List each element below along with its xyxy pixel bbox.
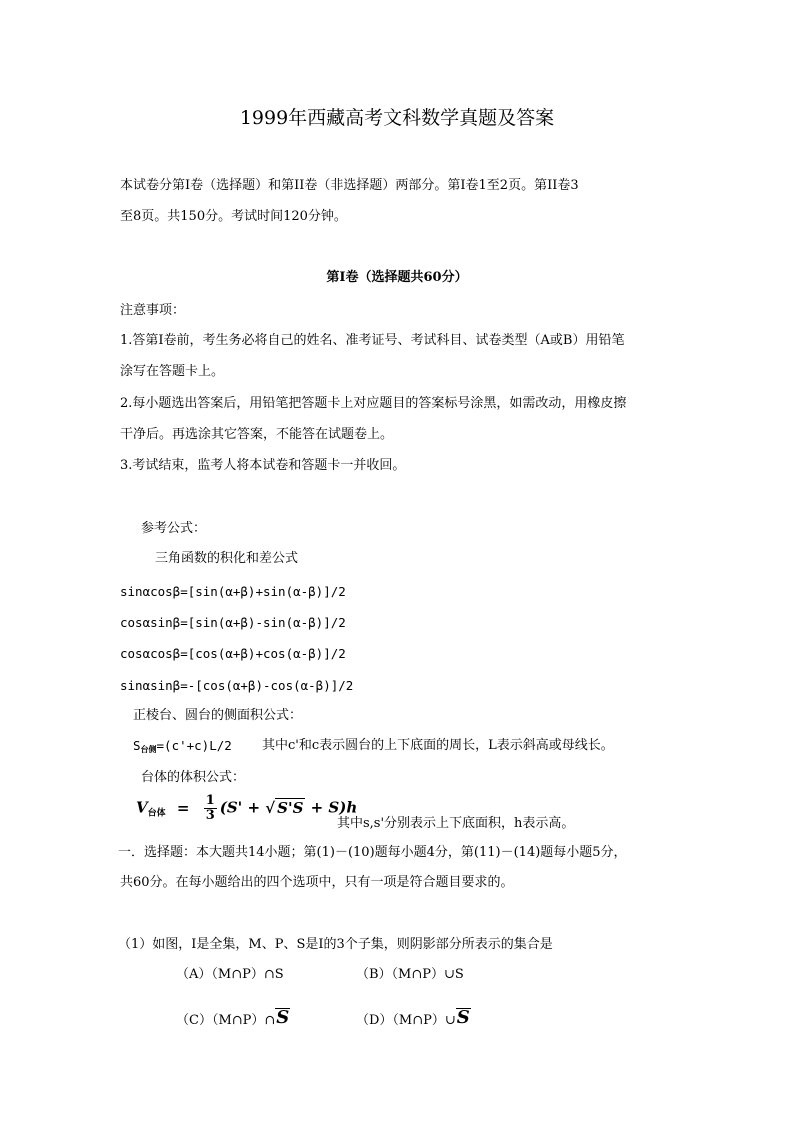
notes-item-1-line-1: 1.答第Ⅰ卷前，考生务必将自己的姓名、准考证号、考试科目、试卷类型（A或B）用铅笔 (120, 333, 625, 348)
trig-formula-1: sinαcosβ=[sin(α+β)+sin(α-β)]/2 (120, 584, 346, 599)
question-1-option-d (356, 1008, 471, 1029)
intro-line-2: 至8页。共150分。考试时间120分钟。 (120, 209, 347, 224)
volume-symbol: V (136, 798, 148, 817)
volume-fraction (204, 794, 217, 823)
lateral-formula (133, 738, 232, 757)
trig-heading: 三角函数的积化和差公式 (155, 551, 299, 566)
volume-subscript: 台体 (147, 808, 166, 819)
trig-formula-3: cosαcosβ=[cos(α+β)+cos(α-β)]/2 (120, 646, 346, 661)
s-complement-symbol-d: S (456, 1007, 470, 1028)
lateral-symbol: S (133, 738, 141, 753)
option-d-prefix: （D）（M∩P）∪ (356, 1013, 456, 1028)
question-1-option-a: （A）（M∩P）∩S (176, 967, 284, 982)
trig-formula-2: cosαsinβ=[sin(α+β)-sin(α-β)]/2 (120, 615, 346, 630)
volume-heading: 台体的体积公式： (141, 770, 246, 785)
lateral-description: 其中c'和c表示圆台的上下底面的周长，L表示斜高或母线长。 (262, 738, 614, 753)
lateral-subscript: 台侧 (140, 744, 157, 754)
volume-sqrt (265, 799, 305, 817)
option-c-prefix: （C）（M∩P）∩ (176, 1013, 276, 1028)
volume-radicand: S'S (277, 798, 304, 817)
part1-line-1: 一．选择题：本大题共14小题；第(1)－(10)题每小题4分，第(11)－(14)题每小题5分， (118, 845, 627, 860)
volume-description: 其中s,s'分别表示上下底面积，h表示高。 (337, 816, 575, 831)
sqrt-icon: √ (265, 798, 276, 817)
page-title: 1999年西藏高考文科数学真题及答案 (239, 107, 555, 129)
lateral-heading: 正棱台、圆台的侧面积公式： (133, 708, 303, 723)
question-1-option-c (176, 1008, 290, 1029)
reference-heading: 参考公式： (141, 521, 207, 536)
volume-open: (S' + (219, 798, 266, 817)
question-1-option-b: （B）（M∩P）∪S (356, 967, 464, 982)
lateral-expression: =(c'+c)L/2 (156, 738, 232, 753)
volume-close: + S)h (305, 798, 358, 817)
notes-item-1-line-2: 涂写在答题卡上。 (120, 364, 225, 379)
volume-formula (136, 794, 357, 830)
volume-fraction-denominator: 3 (205, 808, 215, 823)
trig-formula-4: sinαsinβ=-[cos(α+β)-cos(α-β)]/2 (120, 678, 354, 693)
volume-fraction-numerator: 1 (205, 793, 215, 808)
s-complement-symbol-c: S (276, 1007, 290, 1028)
intro-line-1: 本试卷分第Ⅰ卷（选择题）和第II卷（非选择题）两部分。第Ⅰ卷1至2页。第II卷3 (120, 178, 579, 193)
section-title: 第Ⅰ卷（选择题共60分） (326, 270, 468, 285)
volume-equals: = (176, 798, 190, 817)
notes-heading: 注意事项： (120, 303, 186, 318)
notes-item-2-line-2: 干净后。再选涂其它答案，不能答在试题卷上。 (120, 427, 394, 442)
question-1-stem: （1）如图，I是全集，M、P、S是I的3个子集，则阴影部分所表示的集合是 (118, 937, 553, 952)
notes-item-3: 3.考试结束，监考人将本试卷和答题卡一并收回。 (120, 458, 406, 473)
notes-item-2-line-1: 2.每小题选出答案后，用铅笔把答题卡上对应题目的答案标号涂黑，如需改动，用橡皮擦 (120, 396, 627, 411)
part1-line-2: 共60分。在每小题给出的四个选项中，只有一项是符合题目要求的。 (120, 875, 514, 890)
